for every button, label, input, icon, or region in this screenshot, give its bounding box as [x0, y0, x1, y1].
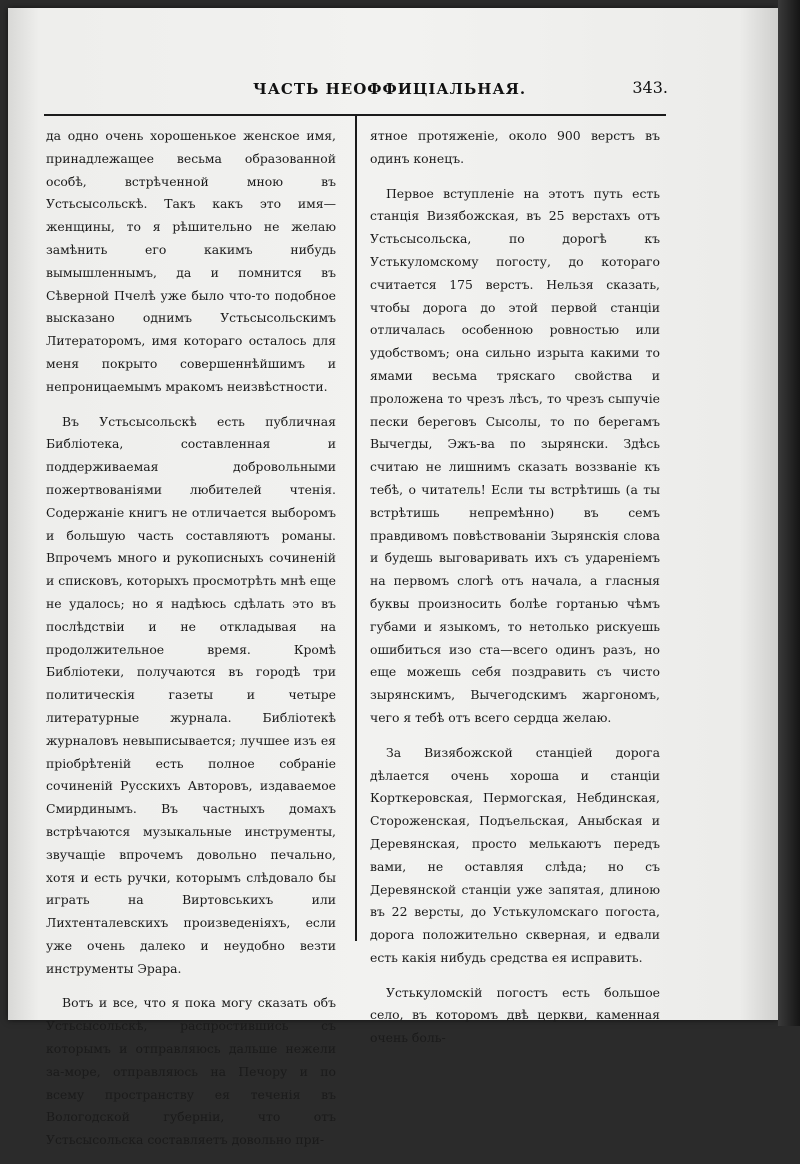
- paragraph: За Визябожской станціей дорога дѣлается очень хороша и станціи Корткеровская, Пермогская, Небдинская, Стороженская, Подъельская, Аныбская и Деревянская, просто мелькаютъ передъ вами, не оставляя слѣда; но съ Деревянской станціи уже запятая, длиною въ 22 версты, до Устькуломскаго погоста, дорога положительно скверная, и едвали есть какія нибудь средства ея исправить.: [370, 744, 660, 965]
- page-header: [48, 78, 668, 102]
- paragraph: Первое вступленіе на этотъ путь есть станція Визябожская, въ 25 верстахъ отъ Устьсысольска, по дорогѣ къ Устькуломскому погосту, до котораго считается 175 верстъ. Нельзя сказать, чтобы дорога до этой первой станціи отличалась особенною ровностью или удобствомъ; она сильно изрыта какими то ямами весьма тряскаго свойства и проложена то чрезъ лѣсъ, то чрезъ сыпучіе пески береговъ Сысолы, то по берегамъ Вычегды, Эжъ-ва по зырянски. Здѣсь считаю не лишнимъ сказать воззваніе къ тебѣ, о читатель! Если ты встрѣтишь (а ты встрѣтишь непремѣнно) въ семъ правдивомъ повѣствованіи Зырянскія слова и будешь выговаривать ихъ съ удареніемъ на первомъ слогѣ отъ начала, а гласныя буквы произносить болѣе гортанью чѣмъ губами и языкомъ, то нетолько рискуешь ошибиться изо ста—всего одинъ разъ, но еще можешь себя поздравить съ чисто зырянскимъ, Вычегодскимъ жаргономъ, чего я тебѣ отъ всего сердца желаю.: [370, 185, 660, 725]
- right-column: [370, 125, 660, 1062]
- paragraph: да одно очень хорошенькое женское имя, принадлежащее весьма образованной особѣ, встрѣченной мною въ Устьсысольскѣ. Такъ какъ это имя—женщины, то я рѣшительно не желаю замѣнить его какимъ нибудь вымышленнымъ, да и помнится въ Сѣверной Пчелѣ уже было что-то подобное высказано однимъ Устьсысольскимъ Литераторомъ, имя котораго осталось для меня покрыто совершеннѣйшимъ и непроницаемымъ мракомъ неизвѣстности.: [46, 128, 336, 394]
- paragraph: ятное протяженіе, около 900 верстъ въ одинъ конецъ.: [370, 128, 660, 166]
- book-page: [8, 8, 778, 1148]
- scan-edge: [778, 0, 800, 1026]
- running-title: ЧАСТЬ НЕОФФИЦІАЛЬНАЯ.: [253, 80, 527, 98]
- page-number: 343.: [632, 78, 668, 97]
- paragraph: Въ Устьсысольскѣ есть публичная Библіотека, составленная и поддерживаемая добровольными пожертвованіями любителей чтенія. Содержаніе книгъ не отличается выборомъ и большую часть составляютъ романы. Впрочемъ много и рукописныхъ сочиненій и списковъ, которыхъ просмотрѣть мнѣ еще не удалось; но я надѣюсь сдѣлать это въ послѣдствіи и не откладывая на продолжительное время. Кромѣ Библіотеки, получаются въ городѣ три политическія газеты и четыре литературные журнала. Библіотекѣ журналовъ невыписывается; лучшее изъ ея пріобрѣтеній есть полное собраніе сочиненій Русскихъ Авторовъ, издаваемое Смирдинымъ. Въ частныхъ домахъ встрѣчаются музыкальные инструменты, звучащіе впрочемъ довольно печально, хотя и есть ручки, которымъ слѣдовало бы играть на Виртовськихъ или Лихтенталевскихъ произведеніяхъ, если уже очень далеко и неудобно везти инструменты Эрара.: [46, 413, 336, 976]
- paragraph: Устькуломскій погостъ есть большое село, въ которомъ двѣ церкви, каменная очень боль-: [370, 984, 660, 1046]
- paragraph: Вотъ и все, что я пока могу сказать объ Устьсысольскѣ, распростившись съ которымъ и отправляюсь дальше нежели за-море, отправляюсь на Печору и по всему пространству ея теченія въ Вологодской губерніи, что отъ Устьсысольска составляетъ довольно при-: [46, 995, 336, 1148]
- left-column: [46, 125, 336, 1164]
- column-divider: [355, 116, 357, 941]
